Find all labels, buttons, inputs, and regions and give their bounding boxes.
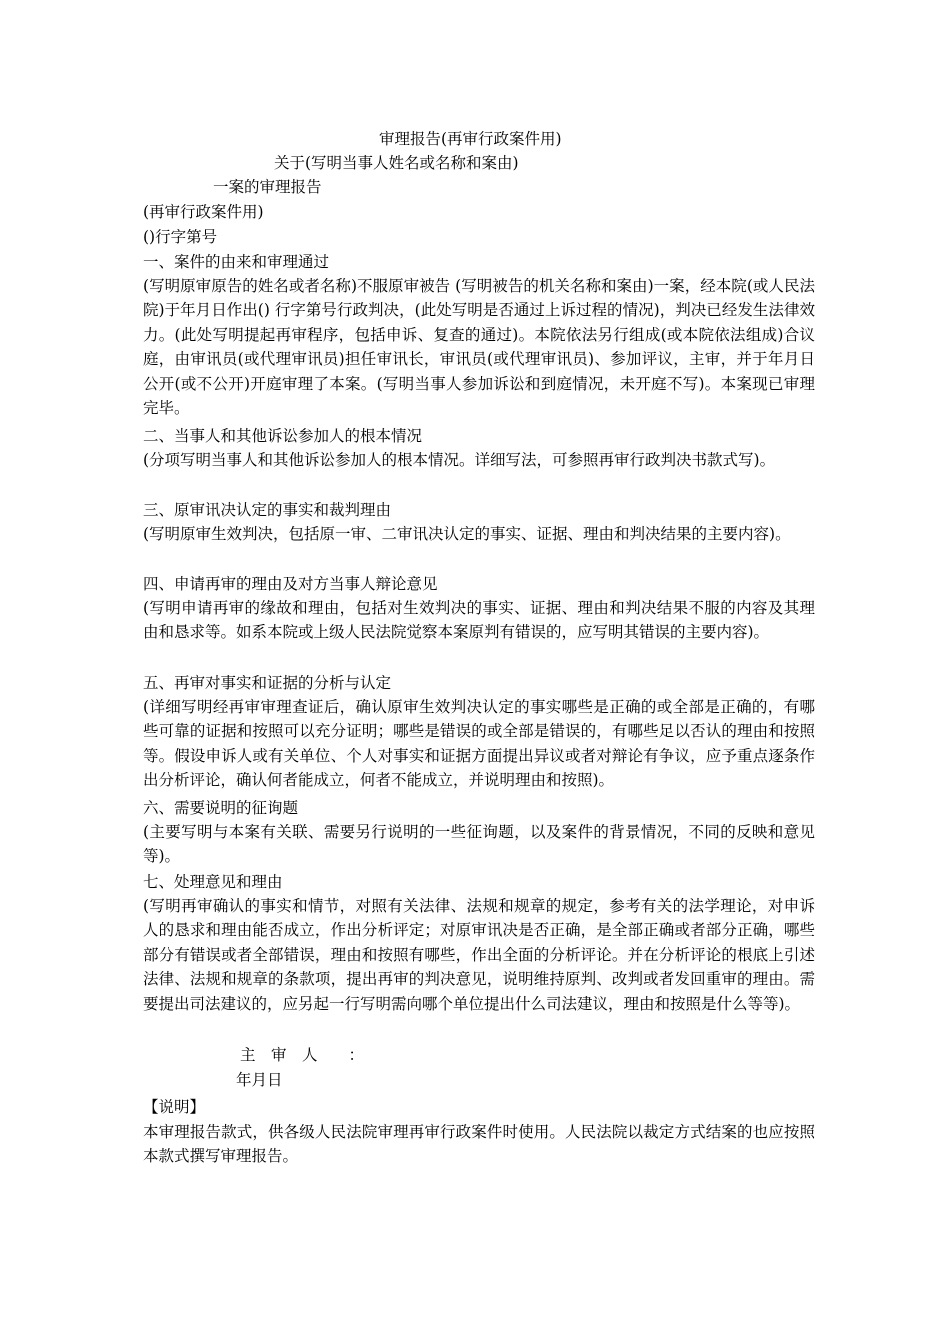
section-heading-4: 四、申请再审的理由及对方当事人辩论意见 — [143, 575, 438, 593]
section-body-7: (写明再审确认的事实和情节，对照有关法律、法规和规章的规定，参考有关的法学理论，对申诉人的恳求和理由能否成立，作出分析评定；对原审讯决是否正确，是全部正确或者部分正确，哪些部分有错误或者全部错误，理由和按照有哪些，作出全面的分析评论。并在分析评论的根底上引述法律、法规和规章的条款项，提出再审的判决意见，说明维持原判、改判或者发回重审的理由。需要提出司法建议的，应另起一行写明需向哪个单位提出什么司法建议，理由和按照是什么等等)。 — [143, 897, 815, 1013]
document-title: 审理报告(再审行政案件用) — [379, 130, 562, 148]
section-heading-5: 五、再审对事实和证据的分析与认定 — [143, 674, 392, 692]
signature-label: 主 审 人 ： — [240, 1046, 365, 1064]
date-label: 年月日 — [236, 1071, 283, 1089]
section-body-6: (主要写明与本案有关联、需要另行说明的一些征询题，以及案件的背景情况，不同的反映和意见等)。 — [143, 823, 815, 866]
section-heading-2: 二、当事人和其他诉讼参加人的根本情况 — [143, 427, 423, 445]
section-body-1: (写明原审原告的姓名或者名称)不服原审被告 (写明被告的机关名称和案由)一案，经本院(或人民法院)于年月日作出() 行字第号行政判决，(此处写明是否通过上诉过程的情况)，判决已经发生法律效力。(此处写明提起再审程序，包括申诉、复查的通过)。本院依法另行组成(或本院依法组成)合议庭，由审讯员(或代理审讯员)担任审讯长，审讯员(或代理审讯员)、参加评议，主审，并于年月日公开(或不公开)开庭审理了本案。(写明当事人参加诉讼和到庭情况，未开庭不写)。本案现已审理完毕。 — [143, 277, 815, 418]
section-heading-6: 六、需要说明的征询题 — [143, 799, 299, 817]
document-case-number: ()行字第号 — [143, 228, 218, 246]
section-heading-1: 一、案件的由来和审理通过 — [143, 253, 330, 271]
note-heading: 【说明】 — [143, 1098, 206, 1116]
section-body-3: (写明原审生效判决，包括原一审、二审讯决认定的事实、证据、理由和判决结果的主要内容)。 — [143, 525, 791, 543]
document-subtitle-about: 关于(写明当事人姓名或名称和案由) — [274, 154, 519, 172]
section-heading-3: 三、原审讯决认定的事实和裁判理由 — [143, 501, 392, 519]
section-body-4: (写明申请再审的缘故和理由，包括对生效判决的事实、证据、理由和判决结果不服的内容及其理由和恳求等。如系本院或上级人民法院觉察本案原判有错误的，应写明其错误的主要内容)。 — [143, 599, 815, 642]
section-heading-7: 七、处理意见和理由 — [143, 873, 283, 891]
section-body-2: (分项写明当事人和其他诉讼参加人的根本情况。详细写法，可参照再审行政判决书款式写)。 — [143, 451, 776, 469]
note-body: 本审理报告款式，供各级人民法院审理再审行政案件时使用。人民法院以裁定方式结案的也应按照本款式撰写审理报告。 — [143, 1123, 815, 1166]
section-body-5: (详细写明经再审审理查证后，确认原审生效判决认定的事实哪些是正确的或全部是正确的，有哪些可靠的证据和按照可以充分证明；哪些是错误的或全部是错误的，有哪些足以否认的理由和按照等。假设申诉人或有关单位、个人对事实和证据方面提出异议或者对辩论有争议，应予重点逐条作出分析评论，确认何者能成立，何者不能成立，并说明理由和按照)。 — [143, 698, 815, 790]
document-subtitle-case: 一案的审理报告 — [213, 178, 322, 196]
document-usage-note: (再审行政案件用) — [143, 203, 264, 221]
